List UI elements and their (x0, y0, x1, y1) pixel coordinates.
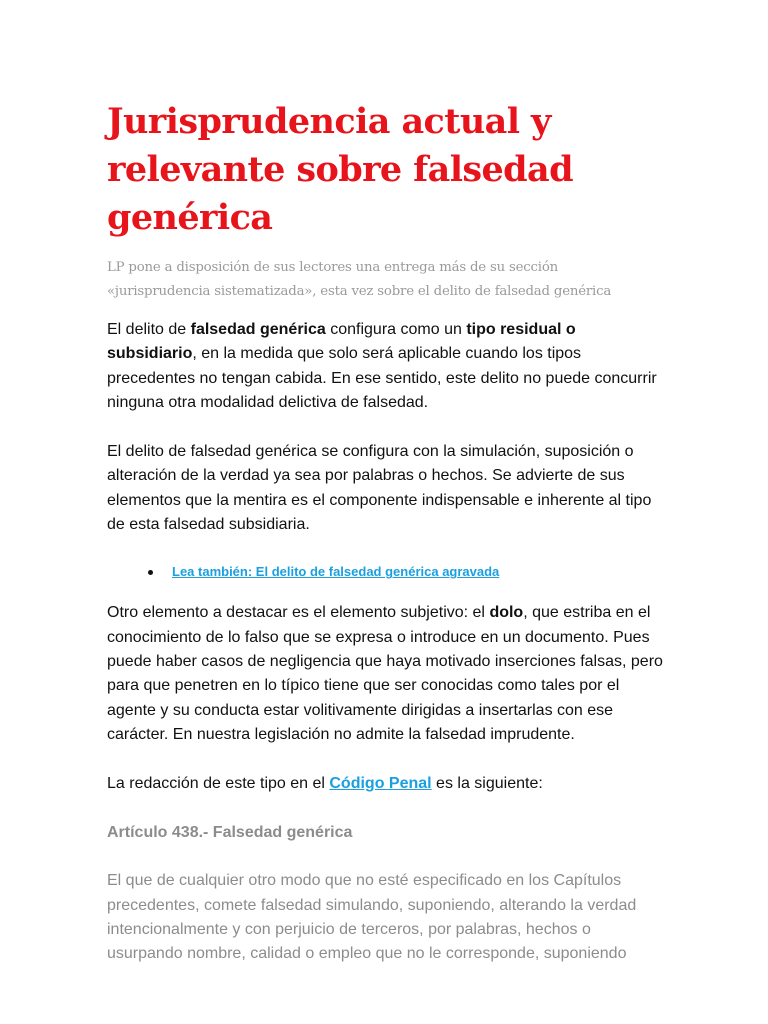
paragraph-4-text-2: es la siguiente: (431, 775, 543, 793)
paragraph-1-text-1: El delito de (107, 321, 191, 338)
paragraph-3-text-2: , que estriba en el conocimiento de lo falso que se expresa o introduce en un documento. Pues puede haber casos de negligencia que haya motivado inserciones falsas, pero para que penetren en lo típico tiene que ser conocidas como tales por el agente y su conducta estar volitivamente dirigidas a insertarlas con ese carácter. En nuestra legislación no admite la falsedad imprudente. (107, 604, 663, 743)
codigo-penal-link[interactable]: Código Penal (329, 775, 432, 793)
article-438-text: El que de cualquier otro modo que no esté especificado en los Capítulos precedentes, comete falsedad simulando, suponiendo, alterando la verdad intencionalmente y con perjuicio de terceros, por palabras, hechos o usurpando nombre, calidad o empleo que no le corresponde, suponiendo (107, 872, 637, 963)
paragraph-4-text-1: La redacción de este tipo en el (107, 775, 330, 793)
related-links-list (107, 562, 663, 582)
paragraph-1-text-3: , en la medida que solo será aplicable cuando los tipos precedentes no tengan cabida. En ese sentido, este delito no puede concurrir ninguna otra modalidad delictiva de falsedad. (107, 345, 657, 411)
paragraph-1 (107, 318, 663, 415)
paragraph-4 (107, 772, 663, 796)
article-438-heading: Artículo 438.- Falsedad genérica (107, 824, 353, 842)
bold-tipo-residual: tipo residual o subsidiario (107, 321, 576, 363)
page-title: Jurisprudencia actual y relevante sobre falsedad genérica (107, 101, 573, 238)
related-article-link[interactable]: Lea también: El delito de falsedad genérica agravada (172, 564, 500, 580)
paragraph-2: El delito de falsedad genérica se configura con la simulación, suposición o alteración de la verdad ya sea por palabras o hechos. Se advierte de sus elementos que la mentira es el componente indispensable e inherente al tipo de esta falsedad subsidiaria. (107, 443, 652, 534)
article-page (107, 98, 663, 967)
paragraph-3 (107, 601, 663, 747)
bold-dolo: dolo (489, 604, 524, 622)
bullet-icon (148, 570, 153, 575)
list-item (107, 562, 663, 582)
bold-falsedad-generica: falsedad genérica (190, 321, 326, 338)
article-subtitle: LP pone a disposición de sus lectores una entrega más de su sección «jurisprudencia sistematizada», esta vez sobre el delito de falsedad genérica (107, 260, 612, 299)
paragraph-3-text-1: Otro elemento a destacar es el elemento subjetivo: el (107, 604, 490, 622)
paragraph-1-text-2: configura como un (325, 321, 467, 338)
